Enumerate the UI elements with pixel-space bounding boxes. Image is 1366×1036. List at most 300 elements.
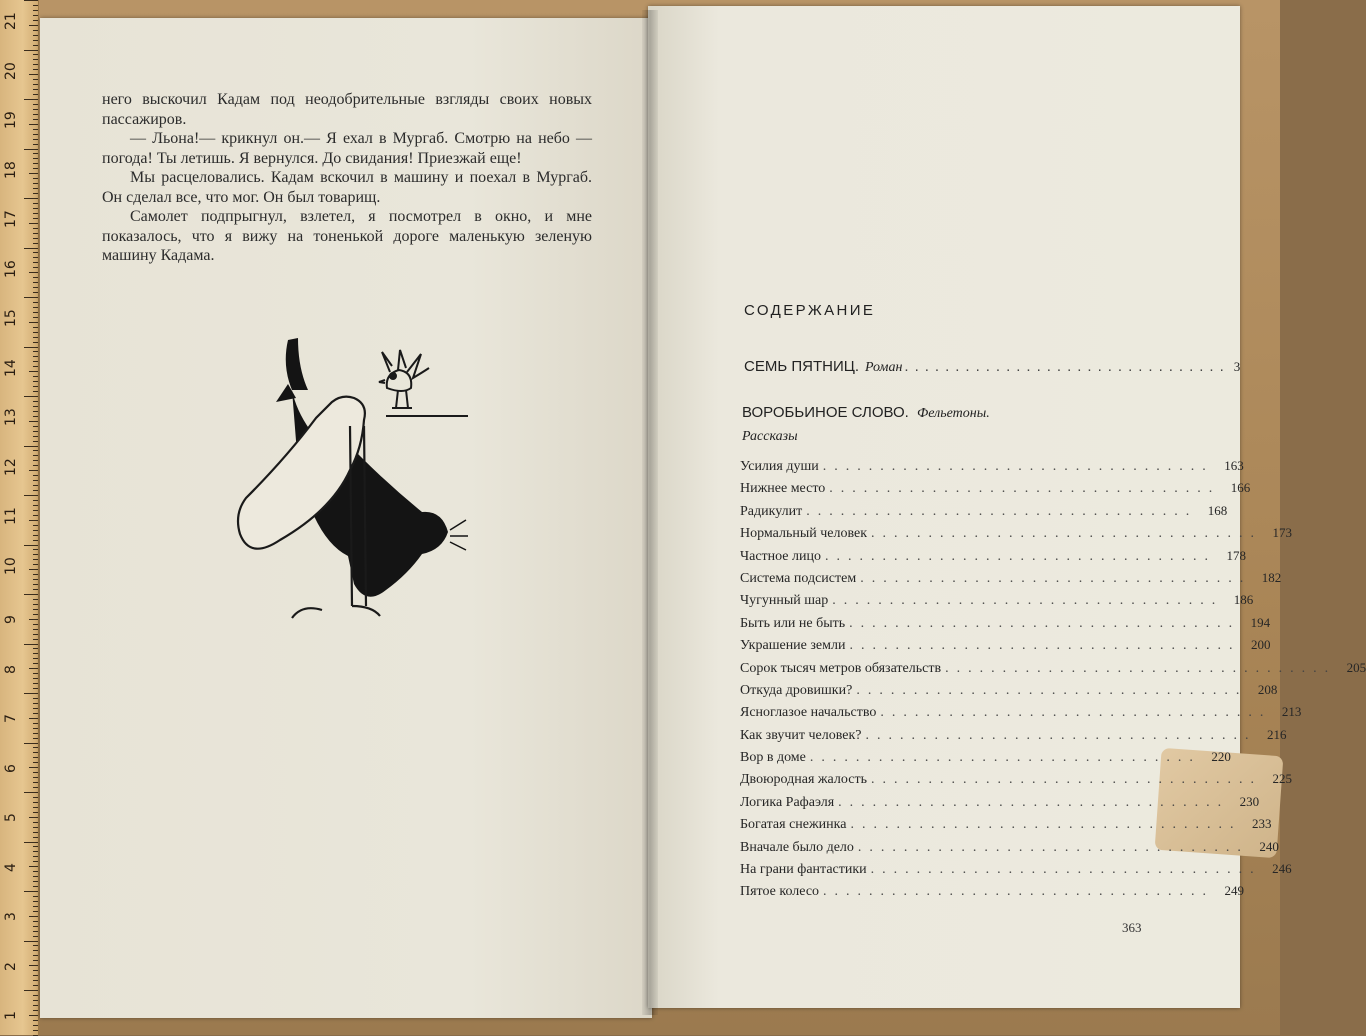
ruler-tick (29, 668, 38, 669)
ruler-tick (24, 149, 38, 150)
cat-and-bird-illustration (222, 330, 482, 630)
ruler-tick (33, 485, 38, 486)
ruler-tick (24, 297, 38, 298)
ruler-tick (33, 609, 38, 610)
ruler-tick (29, 916, 38, 917)
ruler-tick (33, 213, 38, 214)
ruler-tick (33, 752, 38, 753)
ruler-tick (24, 941, 38, 942)
ruler-tick (33, 698, 38, 699)
ruler-tick (33, 1035, 38, 1036)
ruler-tick (33, 559, 38, 560)
toc-leader-dots: .................................. (849, 638, 1241, 654)
ruler-tick (33, 89, 38, 90)
toc-entry-title: Вор в доме (740, 750, 806, 766)
ruler-tick (33, 332, 38, 333)
toc-leader-dots: .................................. (945, 660, 1337, 676)
toc-entry (740, 749, 1231, 771)
toc-section-subgenre: Рассказы (742, 429, 798, 444)
ruler-tick (33, 540, 38, 541)
ruler-tick (33, 510, 38, 511)
toc-entry-title: Пятое колесо (740, 884, 820, 900)
toc-entry (740, 704, 1302, 726)
toc-main-page: 3 (1233, 359, 1241, 374)
toc-leader-dots: .................................. (856, 682, 1248, 698)
toc-entry-page: 230 (1239, 793, 1260, 809)
ruler-tick (33, 797, 38, 798)
toc-entry (740, 458, 1244, 480)
ruler-tick (33, 54, 38, 55)
ruler-tick (33, 822, 38, 823)
ruler-tick (24, 347, 38, 348)
ruler-tick (33, 361, 38, 362)
ruler-tick (33, 812, 38, 813)
ruler-tick (33, 832, 38, 833)
ruler-tick (33, 5, 38, 6)
ruler-tick (33, 530, 38, 531)
ruler-number: 12 (3, 457, 19, 476)
ruler-tick (33, 257, 38, 258)
toc-entry-page: 246 (1272, 861, 1292, 877)
ruler-tick (29, 866, 38, 867)
toc-entry-title: Чугунный шар (740, 593, 829, 609)
ruler-tick (33, 747, 38, 748)
toc-entry-title: Логика Рафаэля (740, 794, 835, 810)
ruler-tick (33, 441, 38, 442)
toc-entry-title: Система подсистем (740, 570, 857, 586)
toc-entry (740, 681, 1278, 704)
ruler-tick (33, 342, 38, 343)
ruler-tick (29, 25, 38, 26)
ruler-tick (33, 634, 38, 635)
ruler-tick (33, 708, 38, 709)
ruler-number: 4 (3, 862, 19, 872)
ruler-tick (29, 718, 38, 719)
toc-entry-title: Частное лицо (740, 548, 821, 564)
toc-entry-title: Нижнее место (740, 481, 826, 497)
story-text (102, 90, 592, 266)
ruler-tick (33, 480, 38, 481)
toc-entry-page: 173 (1272, 525, 1293, 541)
ruler-tick (33, 465, 38, 466)
ruler-tick (33, 535, 38, 536)
ruler-tick (33, 376, 38, 377)
toc-leader-dots: .................................. (880, 705, 1272, 721)
ruler-tick (33, 183, 38, 184)
ruler-tick (33, 624, 38, 625)
ruler-tick (33, 876, 38, 877)
ruler-tick (33, 554, 38, 555)
ruler-tick (33, 302, 38, 303)
ruler-tick (33, 906, 38, 907)
ruler-tick (33, 238, 38, 239)
ruler-tick (29, 569, 38, 570)
ruler-tick (24, 0, 38, 1)
toc-entry-title: Сорок тысяч метров обязательств (740, 660, 942, 676)
ruler-tick (24, 842, 38, 843)
ruler-tick (29, 173, 38, 174)
toc-entry-page: 216 (1266, 726, 1287, 742)
ruler-tick (33, 604, 38, 605)
toc-leader-dots: .................................. (822, 459, 1214, 474)
ruler-tick (33, 168, 38, 169)
ruler-tick (24, 396, 38, 397)
ruler-tick (33, 886, 38, 887)
ruler-tick (33, 287, 38, 288)
toc-entry (740, 726, 1287, 749)
toc-entry-page: 186 (1233, 592, 1254, 608)
toc-title: СОДЕРЖАНИЕ (744, 302, 876, 319)
toc-entry-page: 166 (1230, 480, 1251, 496)
ruler-tick (33, 926, 38, 927)
ruler-tick (24, 248, 38, 249)
ruler-tick (33, 94, 38, 95)
ruler-tick (33, 911, 38, 912)
toc-entry (740, 547, 1246, 570)
ruler-number: 20 (3, 61, 19, 80)
ruler-tick (33, 450, 38, 451)
ruler-tick (33, 366, 38, 367)
ruler-number: 8 (3, 664, 19, 674)
ruler-tick (33, 772, 38, 773)
ruler-tick (33, 936, 38, 937)
ruler-tick (33, 738, 38, 739)
ruler-tick (33, 703, 38, 704)
paragraph: него выскочил Кадам под неодобрительные взгляды своих новых пассажиров. (102, 91, 592, 128)
ruler-tick (33, 490, 38, 491)
toc-entry-title: Радикулит (740, 503, 803, 519)
ruler-tick (33, 970, 38, 971)
toc-leader-dots: .................................. (849, 615, 1241, 631)
ruler-number: 10 (3, 556, 19, 575)
ruler-tick (33, 337, 38, 338)
ruler-tick (24, 990, 38, 991)
ruler-tick (24, 495, 38, 496)
ruler-tick (33, 30, 38, 31)
toc-entry (740, 793, 1260, 816)
ruler-tick (24, 198, 38, 199)
paragraph: Самолет подпрыгнул, взлетел, я посмотрел в окно, и мне показалось, что я вижу на тоненькой дороге маленькую зеленую машину Кадама. (102, 208, 592, 264)
ruler-tick (33, 807, 38, 808)
ruler-number: 16 (3, 259, 19, 278)
ruler-tick (33, 837, 38, 838)
ruler-tick (33, 119, 38, 120)
ruler-tick (33, 64, 38, 65)
toc-entry (740, 592, 1254, 614)
ruler-tick (24, 50, 38, 51)
toc-entry-title: Усилия души (740, 459, 819, 474)
toc-entry (740, 838, 1279, 861)
toc-entry (740, 771, 1292, 793)
ruler-tick (24, 545, 38, 546)
ruler-tick (33, 406, 38, 407)
ruler-tick (33, 426, 38, 427)
ruler-tick (29, 272, 38, 273)
ruler-tick (33, 114, 38, 115)
ruler-tick (33, 658, 38, 659)
toc-entry-page: 182 (1261, 569, 1282, 585)
ruler-tick (29, 421, 38, 422)
toc-entry (740, 569, 1282, 592)
ruler-tick (29, 322, 38, 323)
ruler-tick (33, 35, 38, 36)
ruler-tick (33, 762, 38, 763)
book-spine (642, 10, 658, 1015)
ruler-tick (33, 411, 38, 412)
ruler-tick (33, 713, 38, 714)
ruler-tick (33, 233, 38, 234)
ruler-tick (33, 386, 38, 387)
toc-section-heading (742, 404, 990, 422)
ruler-tick (33, 579, 38, 580)
toc-entry-title: Откуда дровишки? (740, 682, 853, 698)
ruler-tick (33, 896, 38, 897)
ruler-tick (33, 955, 38, 956)
toc-leader-dots: ................................ (904, 358, 1230, 375)
ruler-tick (33, 851, 38, 852)
ruler-tick (29, 965, 38, 966)
ruler (0, 0, 39, 1035)
ruler-number: 9 (3, 615, 19, 624)
ruler-tick (33, 455, 38, 456)
toc-entry (740, 861, 1292, 883)
ruler-tick (33, 653, 38, 654)
ruler-tick (33, 401, 38, 402)
toc-main-entry (744, 358, 1241, 376)
toc-entry-title: Вначале было дело (740, 839, 854, 855)
ruler-tick (33, 40, 38, 41)
ruler-tick (33, 84, 38, 85)
ruler-tick (24, 693, 38, 694)
toc-leader-dots: .................................. (870, 862, 1262, 878)
ruler-tick (33, 683, 38, 684)
ruler-tick (33, 292, 38, 293)
toc-entry-page: 200 (1250, 637, 1271, 653)
toc-leader-dots: .................................. (871, 526, 1263, 542)
toc-leader-dots: .................................. (829, 481, 1221, 497)
ruler-tick (33, 723, 38, 724)
toc-entry (740, 659, 1366, 682)
ruler-tick (33, 153, 38, 154)
toc-entry-title: Богатая снежинка (740, 817, 847, 833)
ruler-tick (33, 10, 38, 11)
toc-section-genre: Фельетоны. (917, 406, 990, 421)
ruler-tick (29, 767, 38, 768)
toc-leader-dots: .................................. (870, 772, 1262, 788)
ruler-number: 1 (3, 1011, 19, 1020)
ruler-tick (33, 243, 38, 244)
ruler-tick (33, 673, 38, 674)
ruler-tick (33, 129, 38, 130)
ruler-tick (33, 69, 38, 70)
ruler-tick (24, 594, 38, 595)
ruler-tick (33, 218, 38, 219)
toc-entry-page: 225 (1272, 771, 1292, 787)
toc-entry-page: 194 (1250, 614, 1271, 630)
toc-entry-page: 205 (1346, 659, 1366, 675)
ruler-tick (33, 267, 38, 268)
ruler-number: 17 (3, 210, 19, 228)
ruler-tick (33, 802, 38, 803)
toc-leader-dots: .................................. (865, 727, 1257, 743)
toc-entry-title: Быть или не быть (740, 615, 846, 631)
ruler-tick (33, 356, 38, 357)
ruler-tick (29, 124, 38, 125)
ruler-tick (33, 975, 38, 976)
toc-leader-dots: .................................. (809, 750, 1201, 766)
toc-leader-dots: .................................. (850, 817, 1242, 833)
ruler-tick (33, 995, 38, 996)
ruler-tick (33, 262, 38, 263)
ruler-tick (33, 629, 38, 630)
ruler-tick (33, 688, 38, 689)
toc-entry (740, 502, 1228, 525)
ruler-tick (33, 1000, 38, 1001)
ruler-tick (33, 391, 38, 392)
ruler-tick (33, 203, 38, 204)
ruler-tick (29, 371, 38, 372)
toc-entry-title: Двоюродная жалость (740, 772, 867, 788)
ruler-tick (33, 648, 38, 649)
ruler-tick (33, 381, 38, 382)
ruler-tick (33, 277, 38, 278)
ruler-number: 19 (3, 111, 19, 129)
toc-entry-title: На грани фантастики (740, 862, 867, 878)
ruler-tick (33, 901, 38, 902)
toc-leader-dots: .................................. (838, 794, 1230, 810)
ruler-tick (33, 460, 38, 461)
toc-leader-dots: .................................. (832, 593, 1224, 609)
ruler-number: 21 (3, 12, 19, 30)
ruler-tick (33, 861, 38, 862)
toc-entry-page: 249 (1224, 883, 1245, 899)
toc-entry (740, 816, 1272, 838)
ruler-tick (33, 416, 38, 417)
ruler-tick (33, 134, 38, 135)
ruler-tick (33, 79, 38, 80)
ruler-tick (24, 644, 38, 645)
ruler-tick (33, 327, 38, 328)
ruler-tick (33, 574, 38, 575)
toc-main-genre: Роман (865, 360, 903, 375)
ruler-tick (33, 317, 38, 318)
ruler-tick (33, 931, 38, 932)
bird-drawing (379, 350, 468, 416)
ruler-tick (33, 163, 38, 164)
toc-entry (740, 525, 1293, 547)
ruler-number: 13 (3, 408, 19, 426)
ruler-tick (33, 20, 38, 21)
ruler-tick (24, 99, 38, 100)
ruler-tick (33, 881, 38, 882)
paragraph: Мы расцеловались. Кадам вскочил в машину и поехал в Мургаб. Он сделал все, что мог. Он был товарищ. (102, 169, 592, 206)
ruler-tick (33, 515, 38, 516)
ruler-tick (33, 193, 38, 194)
ruler-tick (33, 782, 38, 783)
ruler-tick (33, 950, 38, 951)
ruler-tick (33, 1010, 38, 1011)
ruler-tick (33, 1020, 38, 1021)
ruler-tick (29, 520, 38, 521)
ruler-tick (33, 158, 38, 159)
ruler-number: 11 (3, 507, 19, 525)
ruler-tick (33, 663, 38, 664)
ruler-tick (29, 470, 38, 471)
ruler-number: 14 (3, 358, 19, 377)
toc-entry-page: 163 (1224, 458, 1244, 473)
paragraph: — Льона!— крикнул он.— Я ехал в Мургаб. Смотрю на небо — погода! Ты летишь. Я вернулся. До свидания! Приезжай еще! (102, 130, 592, 167)
ruler-tick (33, 228, 38, 229)
ruler-tick (33, 921, 38, 922)
toc-entry-title: Ясноглазое начальство (740, 705, 877, 721)
ruler-number: 2 (3, 961, 19, 971)
ruler-tick (29, 74, 38, 75)
ruler-tick (33, 960, 38, 961)
ruler-tick (33, 856, 38, 857)
page-number: 363 (1122, 920, 1142, 935)
ruler-tick (33, 549, 38, 550)
ruler-tick (33, 500, 38, 501)
ruler-tick (33, 307, 38, 308)
toc-leader-dots: .................................. (823, 884, 1215, 900)
ruler-tick (33, 678, 38, 679)
ruler-tick (33, 564, 38, 565)
ruler-tick (33, 728, 38, 729)
ruler-tick (29, 619, 38, 620)
ruler-number: 18 (3, 160, 19, 179)
toc-entry-title: Нормальный человек (740, 526, 868, 542)
ruler-tick (24, 446, 38, 447)
ruler-tick (33, 614, 38, 615)
ruler-tick (33, 1005, 38, 1006)
ruler-tick (33, 59, 38, 60)
ruler-tick (33, 733, 38, 734)
ruler-tick (33, 178, 38, 179)
ruler-tick (33, 505, 38, 506)
ruler-tick (33, 787, 38, 788)
ruler-tick (33, 827, 38, 828)
ruler-tick (33, 599, 38, 600)
ruler-tick (33, 436, 38, 437)
ruler-number: 3 (3, 912, 19, 921)
ruler-tick (29, 817, 38, 818)
ruler-tick (33, 208, 38, 209)
toc-entry-page: 213 (1281, 704, 1302, 720)
ruler-tick (24, 792, 38, 793)
ruler-tick (33, 312, 38, 313)
toc-entry (740, 883, 1245, 905)
ruler-tick (29, 1015, 38, 1016)
ruler-tick (33, 252, 38, 253)
ruler-tick (33, 144, 38, 145)
ruler-number: 7 (3, 714, 19, 723)
ruler-tick (33, 282, 38, 283)
toc-entry-title: Украшение земли (740, 638, 846, 654)
ruler-tick (33, 109, 38, 110)
ruler-tick (24, 891, 38, 892)
ruler-tick (24, 743, 38, 744)
ruler-tick (33, 525, 38, 526)
ruler-tick (33, 757, 38, 758)
ruler-tick (33, 139, 38, 140)
ruler-tick (33, 584, 38, 585)
toc-entry-page: 168 (1207, 502, 1228, 518)
ruler-tick (33, 15, 38, 16)
ruler-tick (33, 188, 38, 189)
ruler-tick (33, 985, 38, 986)
ruler-tick (33, 45, 38, 46)
toc-leader-dots: .................................. (860, 570, 1252, 586)
